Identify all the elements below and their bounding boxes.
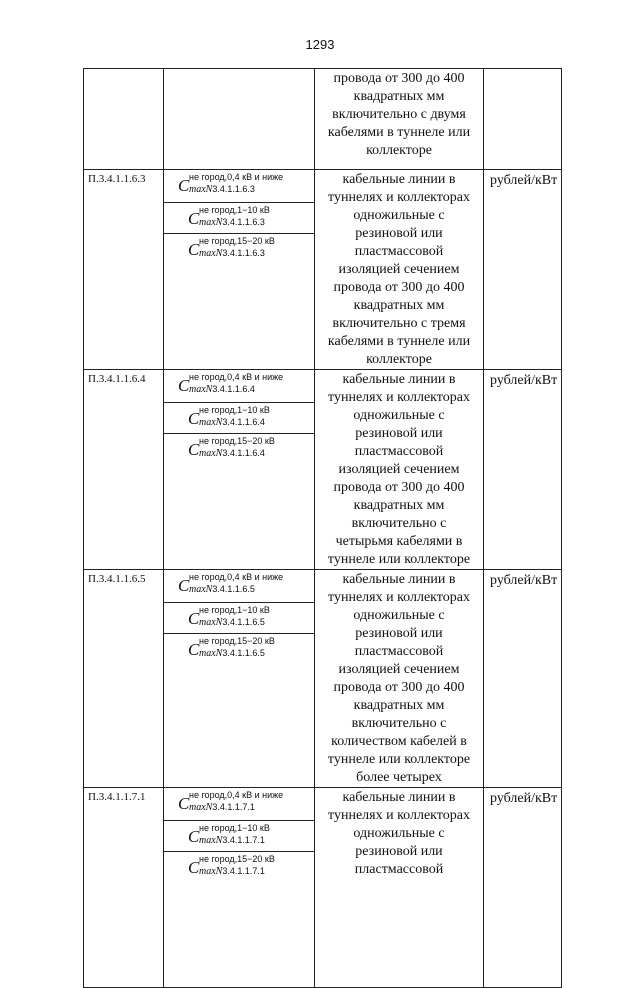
formula: [164, 202, 314, 233]
description-line: кабельные линии в: [342, 572, 456, 587]
formula-subscript-num: 3.4.1.1.7.1: [212, 802, 255, 812]
formula-subscript-var: maxN: [189, 802, 213, 813]
formula-subscript-var: maxN: [199, 617, 223, 628]
unit-cell: [484, 788, 562, 988]
formula-superscript: не город,0,4 кВ и ниже: [189, 790, 284, 800]
formula-symbol: C: [188, 409, 200, 428]
code-cell: [84, 170, 164, 370]
formula-subscript: [199, 217, 265, 228]
description-line: изоляцией сечением: [338, 462, 460, 477]
description-line: кабелями в туннеле или: [327, 334, 471, 349]
table-row: [84, 570, 562, 788]
description-line: более четырех: [356, 770, 442, 785]
formula-stack: [164, 170, 314, 264]
description-line: кабельные линии в: [342, 172, 456, 187]
formula-superscript: не город,15−20 кВ: [199, 636, 275, 646]
description-cell: [315, 788, 484, 988]
formula-subscript-num: 3.4.1.1.7.1: [222, 835, 265, 845]
row-unit: рублей/кВт: [490, 791, 558, 806]
formula-cell: [164, 69, 315, 170]
formula-symbol: C: [188, 240, 200, 259]
formula-subscript: [199, 617, 265, 628]
tariff-table: [83, 68, 562, 988]
formula-subscript-var: maxN: [199, 835, 223, 846]
description-line: одножильные с: [353, 608, 445, 623]
formula-subscript-var: maxN: [189, 184, 213, 195]
formula-subscript-num: 3.4.1.1.6.5: [222, 648, 265, 658]
formula: [164, 851, 314, 882]
formula-subscript-var: maxN: [199, 448, 223, 459]
formula-superscript: не город,1−10 кВ: [199, 823, 270, 833]
formula-subscript-num: 3.4.1.1.7.1: [222, 866, 265, 876]
description-line: одножильные с: [353, 826, 445, 841]
formula-superscript: не город,0,4 кВ и ниже: [189, 172, 284, 182]
formula: [164, 402, 314, 433]
table-row: [84, 788, 562, 988]
formula-subscript-var: maxN: [199, 866, 223, 877]
formula-subscript-var: maxN: [189, 384, 213, 395]
description-line: туннеле или коллекторе: [327, 752, 471, 767]
unit-cell: [484, 170, 562, 370]
row-code: П.3.4.1.1.6.5: [88, 573, 146, 585]
description-line: кабельные линии в: [342, 372, 456, 387]
formula-superscript: не город,15−20 кВ: [199, 236, 275, 246]
formula-subscript: [199, 866, 265, 877]
formula-symbol: C: [188, 827, 200, 846]
formula: [164, 570, 314, 602]
description-text: провода от 300 до 400 квадратных мм включительно с двумя кабелями в туннеле или коллекторе: [327, 71, 471, 158]
formula-subscript-var: maxN: [199, 248, 223, 259]
description-line: туннелях и коллекторах: [328, 390, 470, 405]
table-row-continuation: [84, 69, 562, 170]
description-line: включительно с тремя: [332, 316, 466, 331]
formula-subscript-num: 3.4.1.1.6.5: [222, 617, 265, 627]
description-line: пластмассовой: [354, 244, 444, 259]
formula: [164, 370, 314, 402]
description-text: [315, 570, 483, 787]
formula-superscript: не город,0,4 кВ и ниже: [189, 372, 284, 382]
formula-subscript: [189, 584, 255, 595]
formula-stack: [164, 570, 314, 664]
description-text: [315, 370, 483, 569]
formula-symbol: C: [188, 858, 200, 877]
description-line: пластмассовой: [354, 644, 444, 659]
description-cell: [315, 370, 484, 570]
formula-subscript: [199, 417, 265, 428]
formula-subscript-var: maxN: [199, 417, 223, 428]
unit-cell: [484, 69, 562, 170]
formula-subscript-var: maxN: [199, 217, 223, 228]
formula-subscript: [199, 648, 265, 659]
formula: [164, 170, 314, 202]
formula-subscript-var: maxN: [199, 648, 223, 659]
description-line: туннелях и коллекторах: [328, 590, 470, 605]
formula-subscript-var: maxN: [189, 584, 213, 595]
description-line: квадратных мм: [353, 298, 445, 313]
description-line: туннеле или коллекторе: [327, 552, 471, 567]
description-line: туннелях и коллекторах: [328, 190, 470, 205]
description-line: коллекторе: [366, 352, 432, 367]
description-line: резиновой или: [355, 626, 443, 641]
table-row: [84, 170, 562, 370]
formula-stack: [164, 370, 314, 464]
formula-symbol: C: [188, 440, 200, 459]
formula-subscript-num: 3.4.1.1.6.3: [222, 248, 265, 258]
formula: [164, 633, 314, 664]
formula-stack: [164, 788, 314, 882]
description-line: квадратных мм: [353, 498, 445, 513]
description-line: резиновой или: [355, 844, 443, 859]
formula-superscript: не город,15−20 кВ: [199, 436, 275, 446]
description-line: туннелях и коллекторах: [328, 808, 470, 823]
page-number: 1293: [305, 37, 335, 52]
formula-symbol: C: [178, 176, 190, 195]
formula: [164, 233, 314, 264]
formula-symbol: C: [178, 794, 190, 813]
formula-subscript: [199, 248, 265, 259]
formula-symbol: C: [188, 209, 200, 228]
code-cell: [84, 788, 164, 988]
formula-subscript-num: 3.4.1.1.6.3: [212, 184, 255, 194]
description-line: включительно с: [351, 716, 447, 731]
description-line: одножильные с: [353, 408, 445, 423]
formula: [164, 602, 314, 633]
description-cell: [315, 69, 484, 170]
formula: [164, 788, 314, 820]
formula-subscript: [189, 184, 255, 195]
row-code: П.3.4.1.1.6.3: [88, 173, 146, 185]
formula-subscript-num: 3.4.1.1.6.4: [222, 448, 265, 458]
code-cell: [84, 570, 164, 788]
row-code: П.3.4.1.1.7.1: [88, 791, 146, 803]
description-text: [315, 788, 483, 879]
description-line: одножильные с: [353, 208, 445, 223]
row-code: П.3.4.1.1.6.4: [88, 373, 146, 385]
formula: [164, 433, 314, 464]
description-line: провода от 300 до 400: [333, 680, 465, 695]
unit-cell: [484, 370, 562, 570]
description-line: резиновой или: [355, 226, 443, 241]
description-line: резиновой или: [355, 426, 443, 441]
formula-cell: [164, 370, 315, 570]
formula-superscript: не город,1−10 кВ: [199, 205, 270, 215]
description-line: пластмассовой: [354, 444, 444, 459]
formula-subscript: [189, 802, 255, 813]
formula-subscript-num: 3.4.1.1.6.4: [222, 417, 265, 427]
table-row: [84, 370, 562, 570]
description-line: пластмассовой: [354, 862, 444, 877]
formula-symbol: C: [188, 640, 200, 659]
description-line: включительно с: [351, 516, 447, 531]
code-cell: [84, 370, 164, 570]
formula-cell: [164, 170, 315, 370]
code-cell: [84, 69, 164, 170]
formula-cell: [164, 788, 315, 988]
row-unit: рублей/кВт: [490, 573, 558, 588]
row-unit: рублей/кВт: [490, 173, 558, 188]
description-line: квадратных мм: [353, 698, 445, 713]
formula-subscript: [199, 835, 265, 846]
formula-symbol: C: [188, 609, 200, 628]
unit-cell: [484, 570, 562, 788]
formula-subscript-num: 3.4.1.1.6.3: [222, 217, 265, 227]
formula-superscript: не город,1−10 кВ: [199, 605, 270, 615]
formula-symbol: C: [178, 576, 190, 595]
description-line: изоляцией сечением: [338, 262, 460, 277]
formula-subscript: [189, 384, 255, 395]
description-line: количеством кабелей в: [331, 734, 467, 749]
formula-superscript: не город,0,4 кВ и ниже: [189, 572, 284, 582]
formula-subscript-num: 3.4.1.1.6.4: [212, 384, 255, 394]
description-text: [315, 170, 483, 369]
description-line: провода от 300 до 400: [333, 280, 465, 295]
description-line: кабельные линии в: [342, 790, 456, 805]
formula: [164, 820, 314, 851]
formula-subscript: [199, 448, 265, 459]
formula-superscript: не город,1−10 кВ: [199, 405, 270, 415]
description-line: изоляцией сечением: [338, 662, 460, 677]
description-line: четырьмя кабелями в: [335, 534, 463, 549]
formula-superscript: не город,15−20 кВ: [199, 854, 275, 864]
description-line: провода от 300 до 400: [333, 480, 465, 495]
formula-symbol: C: [178, 376, 190, 395]
formula-subscript-num: 3.4.1.1.6.5: [212, 584, 255, 594]
formula-cell: [164, 570, 315, 788]
description-cell: [315, 570, 484, 788]
row-unit: рублей/кВт: [490, 373, 558, 388]
description-cell: [315, 170, 484, 370]
